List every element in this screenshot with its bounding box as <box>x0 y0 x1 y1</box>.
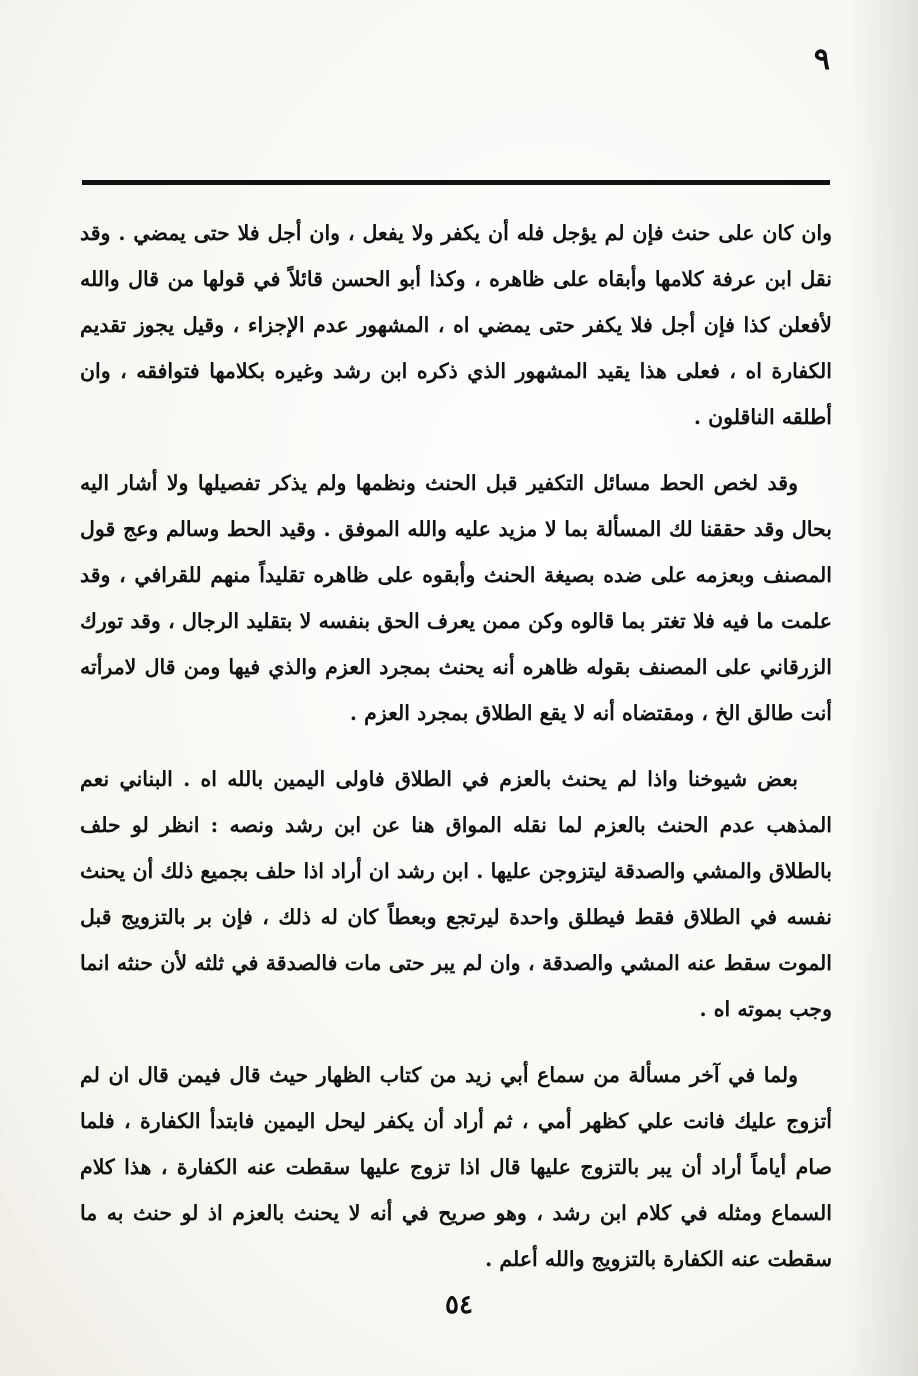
header-rule <box>82 180 830 185</box>
header-mark: ٩ <box>813 42 830 77</box>
page-edge-shadow <box>848 0 918 1376</box>
paragraph-3: بعض شيوخنا واذا لم يحنث بالعزم في الطلاق فاولى اليمين بالله اه . البناني نعم المذهب عدم الحنث بالعزم لما نقله المواق هنا عن ابن رشد ونصه : انظر لو حلف بالطلاق والمشي والصدقة ليتزوجن عليها . ابن رشد ان أراد اذا حلف بجميع ذلك أن يحنث نفسه في الطلاق فقط فيطلق واحدة ليرتجع وبعطاً كان له ذلك ، فإن بر بالتزويج قبل الموت سقط عنه المشي والصدقة ، وان لم يبر حتى مات فالصدقة في ثلثه لأن حنثه انما وجب بموته اه . <box>80 767 832 1021</box>
page-number: ٥٤ <box>445 1290 473 1320</box>
body-text <box>80 210 832 1282</box>
paragraph-1: وان كان على حنث فإن لم يؤجل فله أن يكفر ولا يفعل ، وان أجل فلا حتى يمضي . وقد نقل ابن عرفة كلامها وأبقاه على ظاهره ، وكذا أبو الحسن قائلاً في قولها من قال والله لأفعلن كذا فإن أجل فلا يكفر حتى يمضي اه ، المشهور عدم الإجزاء ، وقيل يجوز تقديم الكفارة اه ، فعلى هذا يقيد المشهور الذي ذكره ابن رشد وغيره بكلامها فتوافقه ، وان أطلقه الناقلون . <box>80 221 832 429</box>
paragraph-4: ولما في آخر مسألة من سماع أبي زيد من كتاب الظهار حيث قال فيمن قال ان لم أتزوج عليك فانت علي كظهر أمي ، ثم أراد أن يكفر ليحل اليمين فابتدأ الكفارة ، فلما صام أياماً أراد أن يبر بالتزوج عليها قال اذا تزوج عليها سقطت عنه الكفارة ، هذا كلام السماع ومثله في كلام ابن رشد ، وهو صريح في أنه لا يحنث بالعزم اذ لو حنث به ما سقطت عنه الكفارة بالتزويج والله أعلم . <box>80 1063 832 1271</box>
paragraph-2: وقد لخص الحط مسائل التكفير قبل الحنث ونظمها ولم يذكر تفصيلها ولا أشار اليه بحال وقد حققنا لك المسألة بما لا مزيد عليه والله الموفق . وقيد الحط وسالم وعج قول المصنف وبعزمه على ضده بصيغة الحنث وأبقوه على ظاهره تقليداً منهم للقرافي ، وقد علمت ما فيه فلا تغتر بما قالوه وكن ممن يعرف الحق بنفسه لا بتقليد الرجال ، وقد تورك الزرقاني على المصنف بقوله ظاهره أنه يحنث بمجرد العزم والذي فيها ومن قال لامرأته أنت طالق الخ ، ومقتضاه أنه لا يقع الطلاق بمجرد العزم . <box>80 471 832 725</box>
